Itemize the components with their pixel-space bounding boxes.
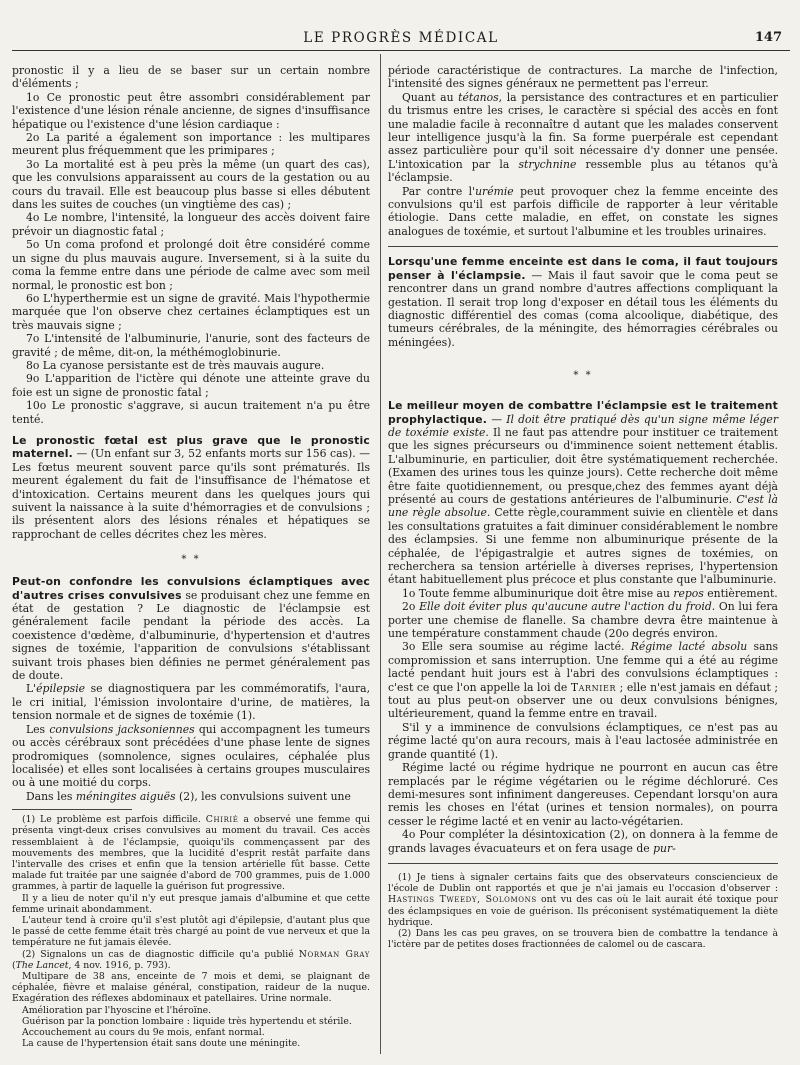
right-column: [388, 64, 778, 950]
prognosis-item-9: 9o L'apparition de l'ictère qui dénote une atteinte grave du foie est un signe de pronostic fatal ;: [12, 372, 370, 399]
rule-item-4: 4o Pour compléter la désintoxication (2), on donnera à la femme de grands lavages évacuateurs et on fera usage de pur-: [388, 828, 778, 855]
page-header: [12, 30, 790, 46]
rule-item-3: 3o Elle sera soumise au régime lacté. Régime lacté absolu sans compromission et sans interruption. Une femme qui a été au régime lacté pendant huit jours est à l'abri des convulsions éclamptiques : c'est ce que l'on appelle la loi de Tarnier ; elle n'est jamais en défaut ; tout au plus peut-on observer une ou deux convulsions bénignes, ultérieurement, quand la femme entre en travail.: [388, 640, 779, 721]
paragraph: pronostic il y a lieu de se baser sur un certain nombre d'éléments ;: [12, 64, 370, 91]
prognosis-item-10: 10o Le pronostic s'aggrave, si aucun traitement n'a pu être tenté.: [12, 399, 370, 426]
paragraph-jacksonian: Les convulsions jacksoniennes qui accompagnent les tumeurs ou accès cérébraux sont précédées d'une phase lente de signes prodromiques (somnolence, signes oculaires, céphalée plus localisée) et elles sont localisées à certains groupes musculaires ou à une moitié du corps.: [12, 722, 370, 790]
column-divider: [380, 54, 381, 1054]
prognosis-item-7: 7o L'intensité de l'albuminurie, l'anurie, sont des facteurs de gravité ; de même, dit-on, la méthémoglobinurie.: [12, 332, 370, 359]
section-heading: Le pronostic fœtal est plus grave que le pronostic maternel.: [12, 433, 370, 461]
section-rule: [388, 246, 778, 247]
header-rule: [12, 50, 790, 51]
footnote-text: La cause de l'hypertension était sans doute une méningite.: [22, 1038, 301, 1050]
footnote-rule: [12, 809, 132, 810]
section-heading: Peut-on confondre les convulsions éclamptiques avec d'autres crises convulsives: [12, 575, 370, 602]
section-text: — (Un enfant sur 3, 52 enfants morts sur 156 cas). — Les fœtus meurent souvent parce qu'ils sont prématurés. Ils meurent également du fait de l'insuffisance de l'hématose et d'intoxication. Certains meurent dans les quelques jours qui suivent la naissance à la suite d'hémorragies et de convulsions ; ils présentent alors des lésions rénales et hépatiques se rapprochant de celles décrites chez les mères.: [12, 447, 370, 541]
footnote-1: (1) Le problème est parfois difficile. Chirié a observé une femme qui présenta vingt-deux crises convulsives au moment du travail. Ces accès ressemblaient à de l'éclampsie, quoiqu'ils commençassent par des mouvements des membres, que la lucidité d'esprit restât parfaite dans l'intervalle des crises et enfin que la tension artérielle fût basse. Cette malade fut traitée par une saignée d'abord de 700 grammes, puis de 1.000 grammes, à partir de laquelle la guérison fut progressive.: [12, 814, 370, 893]
prognosis-item-2: 2o La parité a également son importance : les multipares meurent plus fréquemment que les primipares ;: [12, 131, 370, 158]
prognosis-item-1: 1o Ce pronostic peut être assombri considérablement par l'existence d'une lésion rénale ancienne, de signes d'insuffisance hépatique ou l'existence d'une lésion cardiaque :: [12, 90, 370, 131]
footnotes-right: [388, 872, 778, 950]
section-prophylaxis: Le meilleur moyen de combattre l'éclampsie est le traitement prophylactique. — Il doit être pratiqué dès qu'un signe même léger de toxémie existe. Il ne faut pas attendre pour instituer ce traitement que les signes précurseurs ou d'imminence soient nettement établis. L'albuminurie, en particulier, doit être systématiquement recherchée. (Examen des urines tous les quinze jours). Cette recherche doit même être faite quotidiennement, ou presque,chez des femmes ayant déjà présenté au cours de gestations antérieures de l'albuminurie. C'est là une règle absolue. Cette règle,couramment suivie en clientèle et dans les consultations gratuites a fait diminuer considérablement le nombre des éclampsies. Si une femme non albuminurique présente de la céphalée, de l'épigastralgie et autres signes de toxémies, on recherchera sa tension artérielle à diverses reprises, l'hypertension étant habituellement plus précoce et plus constante que l'albuminurie.: [388, 399, 778, 587]
prognosis-item-8: 8o La cyanose persistante est de très mauvais augure.: [26, 358, 325, 372]
footnote-rule: [388, 863, 778, 864]
paragraph-meningitis: Dans les méningites aiguës (2), les convulsions suivent une: [26, 789, 351, 803]
left-column: [12, 64, 370, 1049]
prognosis-item-6: 6o L'hyperthermie est un signe de gravité. Mais l'hypothermie marquée que l'on observe chez certaines éclamptiques est un très mauvais signe ;: [12, 291, 370, 332]
footnote-2: (2) Signalons un cas de diagnostic difficile qu'a publié Norman Gray (The Lancet, 4 nov. 1916, p. 793).: [12, 948, 371, 971]
footnote-text: Accouchement au cours du 9e mois, enfant normal.: [22, 1026, 265, 1038]
paragraph: Régime lacté ou régime hydrique ne pourront en aucun cas être remplacés par le régime végétarien ou le régime déchloruré. Ces demi-mesures sont infiniment dangereuses. Cependant lorsqu'on aura remis les choses en l'état (urines et tension normales), on pourra cesser le régime lacté et en venir au lacto-végétarien.: [388, 761, 778, 828]
paragraph-uremia: Par contre l'urémie peut provoquer chez la femme enceinte des convulsions qu'il est parfois difficile de rapporter à leur véritable étiologie. Dans cette maladie, en effet, on constate les signes analogues de toxémie, et surtout l'albumine et les troubles urinaires.: [388, 184, 778, 238]
section-separator: * *: [181, 554, 201, 566]
section-text: se produisant chez une femme en état de gestation ? Le diagnostic de l'éclampsie est généralement facile pendant la période des accès. La coexistence d'œdème, d'albuminurie, d'hypertension et d'autres signes de toxémie, l'apparition de convulsions s'établissant suivant trois phases bien définies ne permet généralement pas de doute.: [12, 588, 371, 683]
footnote-2: (2) Dans les cas peu graves, on se trouvera bien de combattre la tendance à l'ictère par de petites doses fractionnées de calomel ou de cascara.: [388, 927, 778, 951]
prognosis-item-5: 5o Un coma profond et prolongé doit être considéré comme un signe du plus mauvais augure. Inversement, si à la suite du coma la femme entre dans une période de calme avec som meil normal, le pronostic est bon ;: [12, 238, 370, 292]
section-heading: Le meilleur moyen de combattre l'éclampsie est le traitement prophylactique.: [388, 399, 778, 426]
section-separator: * *: [573, 370, 593, 382]
rule-item-1: 1o Toute femme albuminurique doit être mise au repos entièrement.: [402, 586, 778, 600]
section-heading: Lorsqu'une femme enceinte est dans le coma, il faut toujours penser à l'éclampsie.: [388, 255, 778, 282]
paragraph-tetanus: Quant au tétanos, la persistance des contractures et en particulier du trismus entre les crises, le caractère si spécial des accès en font une maladie facile à reconnaître d autant que les malades conservent leur intelligence jusqu'à la fin. Sa forme puerpérale est cependant assez particulière pour qu'il soit nécessaire d'y donner une pensée. L'intoxication par la strychnine ressemble plus au tétanos qu'à l'éclampsie.: [388, 90, 778, 185]
prognosis-item-4: 4o Le nombre, l'intensité, la longueur des accès doivent faire prévoir un diagnostic fatal ;: [12, 211, 370, 238]
section-coma: [388, 255, 778, 349]
paragraph: S'il y a imminence de convulsions éclamptiques, ce n'est pas au régime lacté qu'on aura recours, mais à l'eau lactosée administrée en grande quantité (1).: [388, 720, 778, 761]
footnote-text: Il y a lieu de noter qu'il n'y eut presque jamais d'albumine et que cette femme urinait abondamment.: [12, 892, 370, 915]
footnote-text: Guérison par la ponction lombaire : liquide très hypertendu et stérile.: [22, 1015, 352, 1027]
footnote-text: L'auteur tend à croire qu'il s'est plutôt agi d'épilepsie, d'autant plus que le passé de cette femme était très chargé au point de vue nerveux et que la température ne fut jamais élevée.: [12, 914, 370, 949]
footnote-text: Multipare de 38 ans, enceinte de 7 mois et demi, se plaignant de céphalée, fièvre et malaise général, constipation, raideur de la nuque. Exagération des réflexes abdominaux et patellaires. Urine normale.: [12, 970, 370, 1005]
paragraph: période caractéristique de contractures. La marche de l'infection, l'intensité des signes généraux ne permettent pas l'erreur.: [388, 64, 778, 91]
rule-item-2: 2o Elle doit éviter plus qu'aucune autre l'action du froid. On lui fera porter une chemise de flanelle. Sa chambre devra être maintenue à une température constamment chaude (20o degrés environ.: [388, 600, 778, 641]
paragraph-epilepsy: L'épilepsie se diagnostiquera par les commémoratifs, l'aura, le cri initial, l'émission involontaire d'urine, de matières, la tension normale et de signes de toxémie (1).: [12, 682, 370, 723]
section-fetal-prognosis: [12, 434, 370, 541]
section-differential: [12, 575, 370, 682]
section-text: — Mais il faut savoir que le coma peut se rencontrer dans un grand nombre d'autres affections compliquant la gestation. Il serait trop long d'exposer en détail tous les éléments du diagnostic différentiel des comas (coma alcoolique, diabétique, des tumeurs cérébrales, de la méningite, des hémorragies cérébrales ou méningées).: [388, 268, 778, 349]
page-number: 147: [754, 30, 782, 45]
footnotes-left: [12, 814, 370, 1049]
footnote-text: Amélioration par l'hyoscine et l'héroïne.: [22, 1004, 212, 1016]
prognosis-item-3: 3o La mortalité est à peu près la même (un quart des cas), que les convulsions apparaissent au cours de la gestation ou au cours du travail. Elle est beaucoup plus basse si elles débutent dans les suites de couches (un vingtième des cas) ;: [12, 157, 370, 212]
footnote-1: (1) Je tiens à signaler certains faits que des observateurs consciencieux de l'école de Dublin ont rapportés et que je n'ai jamais eu l'occasion d'observer : Hastings Tweedy, Solomons ont vu des cas où le lait aurait été toxique pour des éclampsiques en voie de guérison. Ils préconisent systématiquement la diète hydrique.: [388, 871, 778, 928]
journal-title: LE PROGRÈS MÉDICAL: [303, 30, 499, 46]
